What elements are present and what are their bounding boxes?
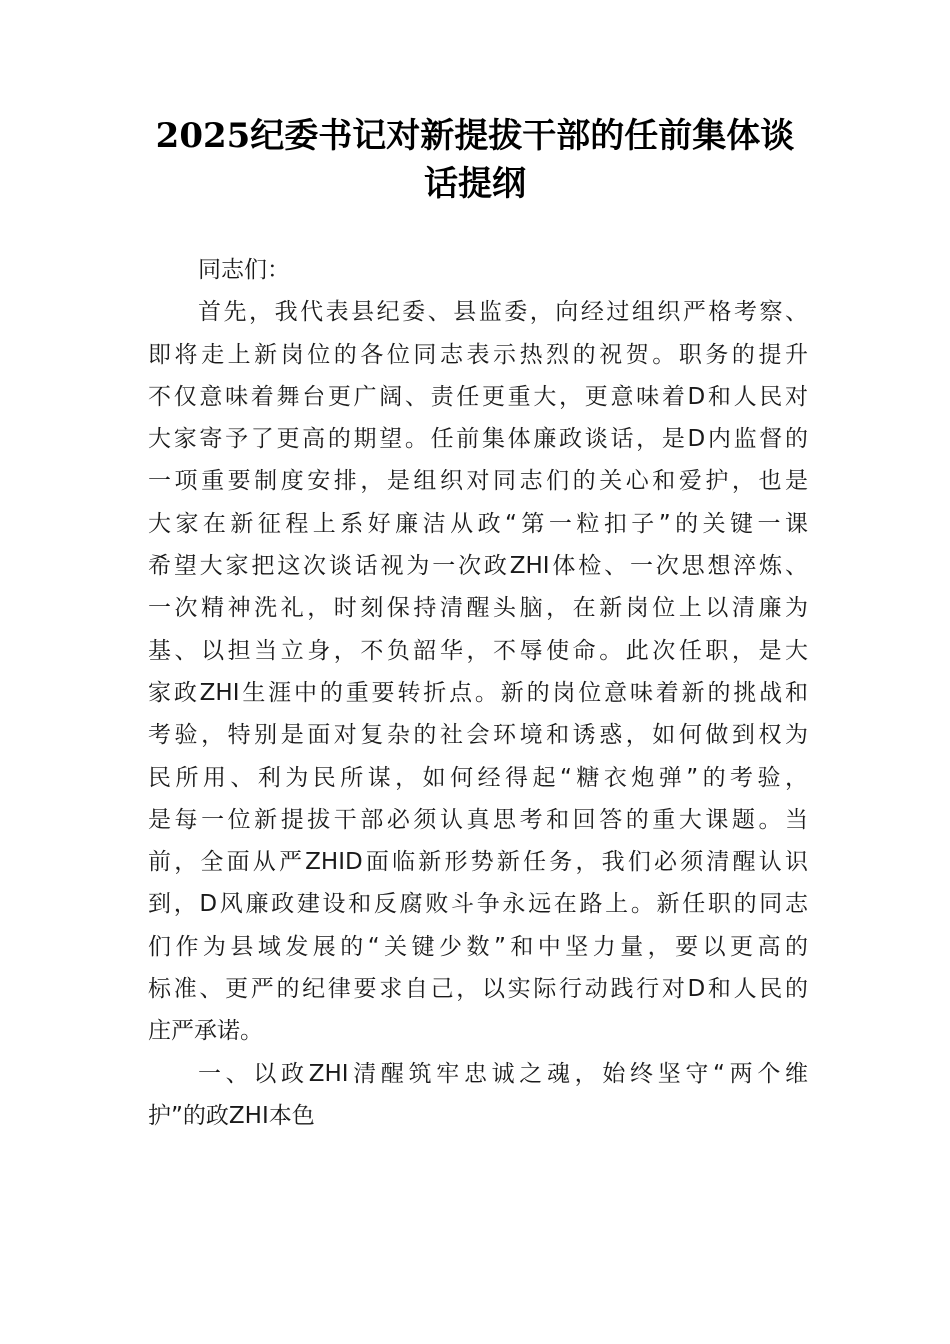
paragraph-line: 一次精神洗礼，时刻保持清醒头脑，在新岗位上以清廉为	[148, 595, 808, 622]
paragraph-line: 考验，特别是面对复杂的社会环境和诱惑，如何做到权为	[148, 722, 808, 749]
paragraph-line: 是每一位新提拔干部必须认真思考和回答的重大课题。当	[148, 806, 808, 833]
paragraph-line: 基、以担当立身，不负韶华，不辱使命。此次任职，是大	[148, 637, 808, 664]
paragraph-line: 标准、更严的纪律要求自己，以实际行动践行对D和人民的	[148, 976, 808, 1003]
paragraph-line: 到，D风廉政建设和反腐败斗争永远在路上。新任职的同志	[148, 891, 808, 918]
paragraph-line: 一项重要制度安排，是组织对同志们的关心和爱护，也是	[148, 468, 808, 495]
paragraph-line: 大家在新征程上系好廉洁从政“第一粒扣子”的关键一课	[148, 510, 808, 537]
document-title	[140, 112, 810, 208]
title-line-2: 话提纲	[424, 164, 526, 204]
paragraph-line: 家政ZHI生涯中的重要转折点。新的岗位意味着新的挑战和	[148, 679, 808, 706]
section-heading-1-cont: 护”的政ZHI本色	[148, 1102, 315, 1129]
paragraph-line: 庄严承诺。	[148, 1018, 263, 1045]
paragraph-line: 首先，我代表县纪委、县监委，向经过组织严格考察、	[198, 299, 808, 326]
salutation: 同志们：	[198, 257, 290, 283]
paragraph-line: 即将走上新岗位的各位同志表示热烈的祝贺。职务的提升	[148, 341, 808, 368]
paragraph-line: 前，全面从严ZHID面临新形势新任务，我们必须清醒认识	[148, 849, 808, 876]
title-line-1: 2025纪委书记对新提拔干部的任前集体谈	[155, 116, 795, 156]
paragraph-line: 们作为县域发展的“关键少数”和中坚力量，要以更高的	[148, 933, 808, 960]
paragraph-line: 民所用、利为民所谋，如何经得起“糖衣炮弹”的考验，	[148, 764, 808, 791]
section-heading-1: 一、以政ZHI清醒筑牢忠诚之魂，始终坚守“两个维	[198, 1060, 808, 1087]
paragraph-line: 大家寄予了更高的期望。任前集体廉政谈话，是D内监督的	[148, 426, 808, 453]
document-body	[148, 249, 808, 1137]
paragraph-line: 不仅意味着舞台更广阔、责任更重大，更意味着D和人民对	[148, 383, 808, 410]
paragraph-line: 希望大家把这次谈话视为一次政ZHI体检、一次思想淬炼、	[148, 553, 808, 580]
